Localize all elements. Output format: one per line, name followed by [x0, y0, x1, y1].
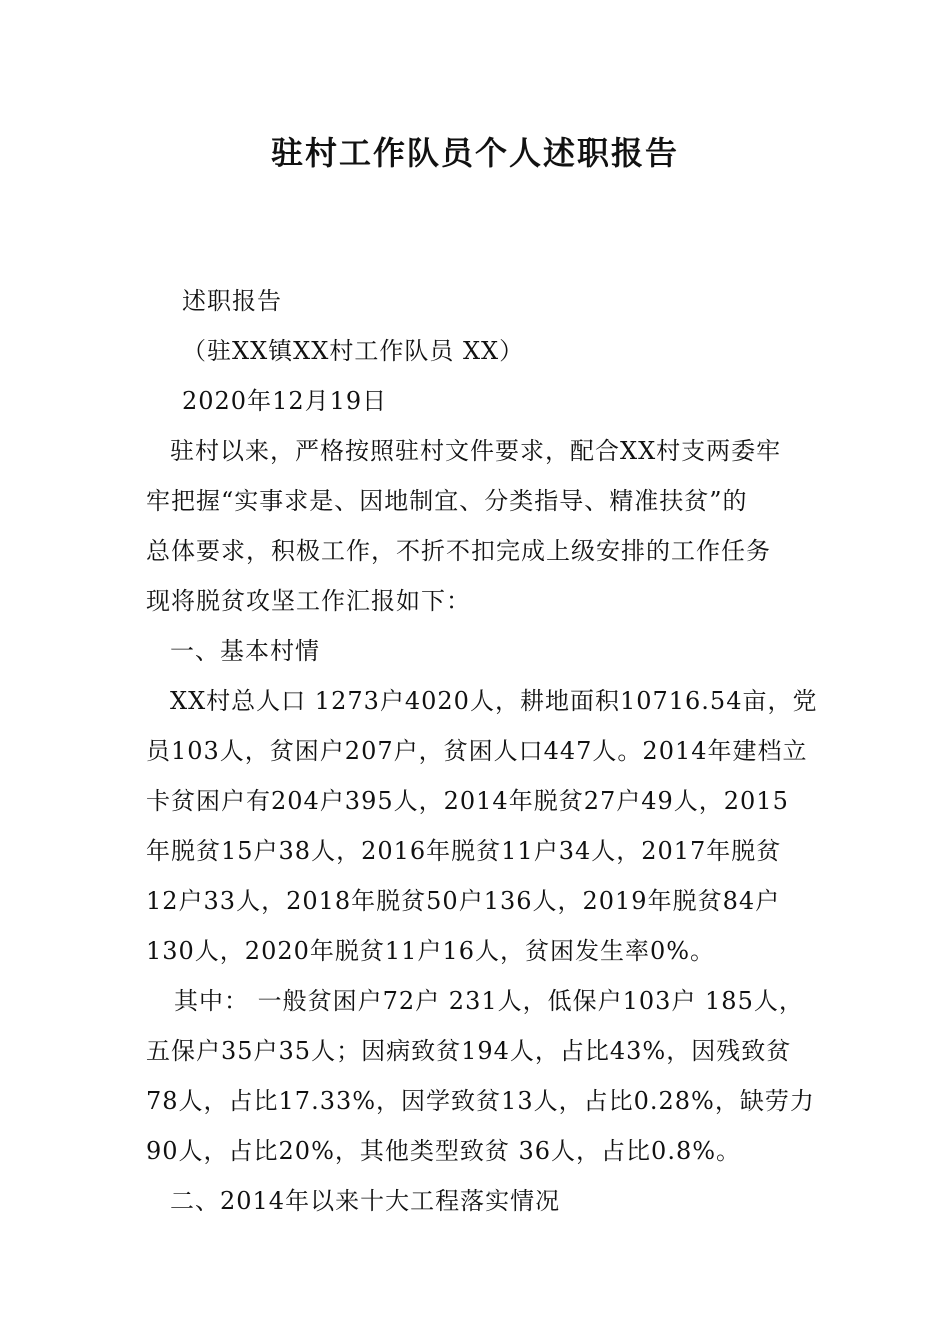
paragraph-line: 年脱贫15户38人，2016年脱贫11户34人，2017年脱贫: [146, 837, 782, 865]
date-line: 2020年12月19日: [182, 387, 388, 415]
document-body: [146, 276, 818, 1226]
paragraph-line: 驻村以来，严格按照驻村文件要求，配合XX村支两委牢: [170, 437, 782, 465]
report-label: 述职报告: [182, 287, 282, 315]
document-title: 驻村工作队员个人述职报告: [270, 134, 679, 172]
paragraph-line: 员103人，贫困户207户，贫困人口447人。2014年建档立: [146, 737, 808, 765]
paragraph-line: 130人，2020年脱贫11户16人，贫困发生率0%。: [146, 937, 716, 965]
paragraph-line: 卡贫困户有204户395人，2014年脱贫27户49人，2015: [146, 787, 789, 815]
paragraph-line: 五保户35户35人；因病致贫194人，占比43%，因残致贫: [146, 1037, 792, 1065]
paragraph-line: XX村总人口 1273户4020人，耕地面积10716.54亩，党: [170, 687, 818, 715]
section-heading: 一、基本村情: [170, 637, 320, 665]
paragraph-line: 总体要求，积极工作，不折不扣完成上级安排的工作任务: [146, 537, 771, 565]
paragraph-line: 现将脱贫攻坚工作汇报如下：: [146, 587, 471, 615]
paragraph-line: 牢把握“实事求是、因地制宜、分类指导、精准扶贫”的: [146, 487, 748, 515]
author-line: （驻XX镇XX村工作队员 XX）: [182, 337, 525, 365]
paragraph-line: 其中： 一般贫困户72户 231人，低保户103户 185人，: [174, 987, 804, 1015]
section-heading: 二、2014年以来十大工程落实情况: [170, 1187, 561, 1215]
paragraph-line: 78人，占比17.33%，因学致贫13人，占比0.28%，缺劳力: [146, 1087, 815, 1115]
paragraph-line: 90人，占比20%，其他类型致贫 36人，占比0.8%。: [146, 1137, 742, 1165]
paragraph-line: 12户33人，2018年脱贫50户136人，2019年脱贫84户: [146, 887, 781, 915]
